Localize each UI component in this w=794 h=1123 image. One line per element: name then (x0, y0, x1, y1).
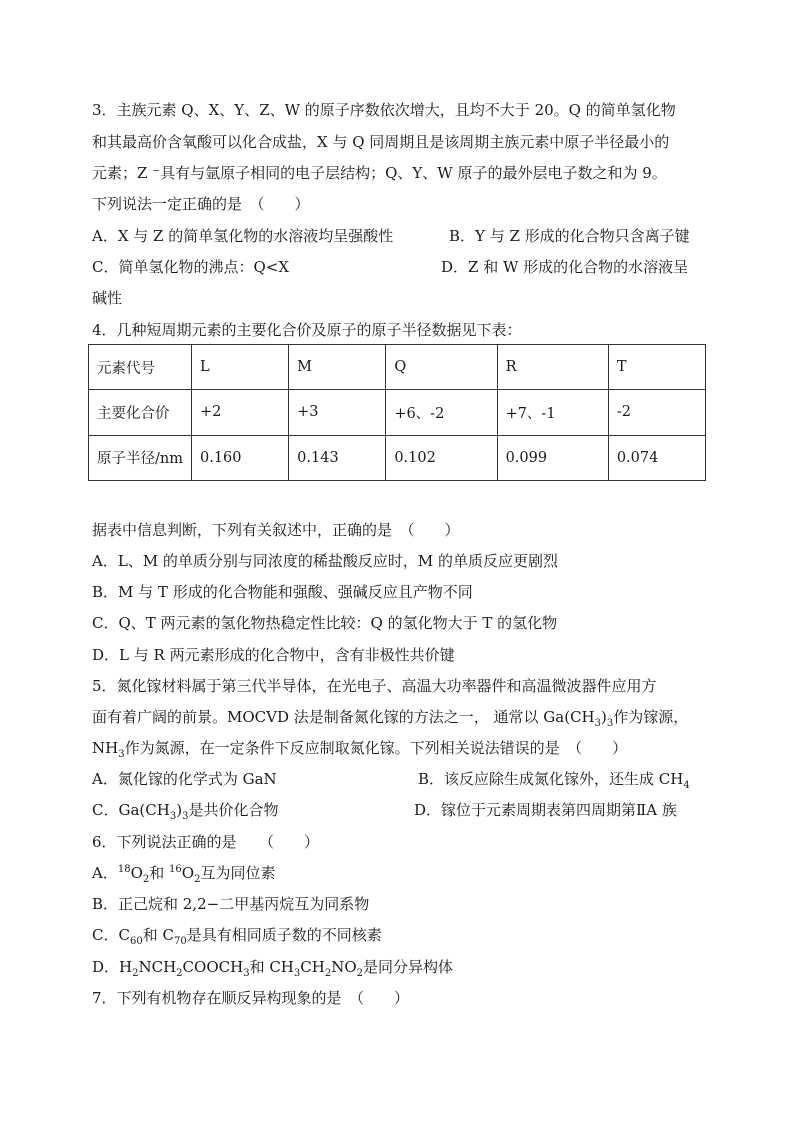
q5-stem-line1: 5．氮化镓材料属于第三代半导体，在光电子、高温大功率器件和高温微波器件应用方 (92, 677, 657, 695)
q6-text: 和 (149, 864, 170, 882)
table-cell: 0.099 (497, 435, 608, 480)
q6-text: C．C (92, 926, 130, 944)
table-cell: T (608, 345, 705, 390)
table-cell: +7、-1 (497, 390, 608, 435)
q3-option-d-continued: 碱性 (92, 289, 123, 307)
table-cell: R (497, 345, 608, 390)
q5-text: 面有着广阔的前景。MOCVD 法是制备氮化镓的方法之一， 通常以 Ga(CH (92, 708, 595, 726)
table-cell: 0.143 (289, 435, 386, 480)
q5-option-d: D．镓位于元素周期表第四周期第ⅡA 族 (414, 801, 677, 819)
q3-option-c: C．简单氢化物的沸点：Q<X (92, 258, 290, 276)
table-row-header: 主要化合价 (89, 390, 192, 435)
q6-option-a (92, 863, 275, 883)
q5-text: B．该反应除生成氮化镓外，还生成 CH (418, 770, 684, 788)
q5-text: NH (92, 739, 119, 757)
q5-text: ) (601, 708, 607, 726)
q5-stem-line2 (92, 707, 688, 727)
subscript: 3 (169, 811, 177, 822)
q6-text: 互为同位素 (200, 864, 276, 882)
subscript: 3 (293, 968, 301, 979)
subscript: 2 (176, 968, 183, 979)
table-cell: +6、-2 (386, 390, 497, 435)
q3-stem-line3: 元素；Z ⁻具有与氩原子相同的电子层结构；Q、Y、W 原子的最外层电子数之和为 9。 (92, 164, 667, 182)
subscript: 3 (594, 718, 602, 729)
q6-text: COOCH (182, 958, 244, 976)
q3-option-d: D．Z 和 W 形成的化合物的水溶液呈 (441, 258, 689, 276)
q6-text: CH (300, 958, 325, 976)
table-cell: +2 (192, 390, 289, 435)
superscript: 16 (169, 864, 182, 875)
superscript: 18 (117, 864, 131, 875)
q5-text: C．Ga(CH (92, 801, 170, 819)
q5-text: 作为镓源， (613, 708, 689, 726)
table-cell: -2 (608, 390, 705, 435)
q4-option-d: D．L 与 R 两元素形成的化合物中，含有非极性共价键 (92, 646, 455, 664)
q4-option-a: A．L、M 的单质分别与同浓度的稀盐酸反应时，M 的单质反应更剧烈 (92, 552, 559, 570)
subscript: 2 (324, 968, 332, 979)
q4-prompt: 据表中信息判断，下列有关叙述中，正确的是 （ ） (92, 521, 460, 539)
subscript: 3 (182, 811, 189, 822)
subscript: 2 (194, 874, 201, 885)
q4-option-b: B．M 与 T 形成的化合物能和强酸、强碱反应且产物不同 (92, 583, 473, 601)
element-data-table (88, 344, 706, 481)
q5-option-b (418, 769, 690, 789)
q3-option-a: A．X 与 Z 的简单氢化物的水溶液均呈强酸性 (92, 227, 394, 245)
subscript: 3 (606, 718, 614, 729)
subscript: 60 (129, 936, 143, 947)
table-row-header: 原子半径/nm (89, 435, 192, 480)
q6-text: NCH (138, 958, 177, 976)
q7-stem: 7．下列有机物存在顺反异构现象的是 （ ） (92, 989, 410, 1007)
q6-text: 是同分异构体 (363, 958, 454, 976)
q4-option-c: C．Q、T 两元素的氢化物热稳定性比较：Q 的氢化物大于 T 的氢化物 (92, 614, 558, 632)
q6-text: O (181, 864, 195, 882)
q6-stem: 6．下列说法正确的是 （ ） (92, 833, 320, 851)
q5-stem-line3 (92, 738, 627, 758)
q6-text: NO (331, 958, 357, 976)
q6-option-b: B．正己烷和 2,2−二甲基丙烷互为同系物 (92, 895, 370, 913)
subscript: 2 (142, 874, 150, 885)
subscript: 2 (356, 968, 364, 979)
q6-option-d (92, 957, 453, 977)
q5-text: 是共价化合物 (188, 801, 279, 819)
table-cell: Q (386, 345, 497, 390)
q5-option-a: A．氮化镓的化学式为 GaN (92, 770, 277, 788)
q6-text: 和 C (142, 926, 174, 944)
table-row (89, 435, 706, 480)
table-row-header: 元素代号 (89, 345, 192, 390)
table-cell: L (192, 345, 289, 390)
q6-text: A． (92, 864, 118, 882)
q6-text: 是具有相同质子数的不同核素 (186, 926, 382, 944)
q4-stem: 4．几种短周期元素的主要化合价及原子的原子半径数据见下表： (92, 321, 522, 339)
subscript: 4 (683, 780, 690, 791)
q6-text: O (130, 864, 143, 882)
subscript: 3 (118, 749, 125, 760)
q5-text: ) (176, 801, 183, 819)
subscript: 70 (173, 936, 187, 947)
table-cell: 0.074 (608, 435, 705, 480)
q5-text: 作为氮源，在一定条件下反应制取氮化镓。下列相关说法错误的是 （ ） (124, 739, 628, 757)
subscript: 3 (243, 968, 250, 979)
table-cell: +3 (289, 390, 386, 435)
subscript: 2 (132, 968, 139, 979)
q6-option-c (92, 925, 382, 945)
table-cell: 0.102 (386, 435, 497, 480)
q6-text: 和 CH (249, 958, 294, 976)
q3-stem-line1: 3．主族元素 Q、X、Y、Z、W 的原子序数依次增大，且均不大于 20。Q 的简单氢化物 (92, 101, 676, 119)
q5-option-c (92, 800, 278, 820)
q3-option-b: B．Y 与 Z 形成的化合物只含离子键 (449, 227, 690, 245)
q3-stem-line4: 下列说法一定正确的是 （ ） (92, 195, 310, 213)
q6-text: D．H (92, 958, 133, 976)
table-cell: 0.160 (192, 435, 289, 480)
table-cell: M (289, 345, 386, 390)
table-row (89, 345, 706, 390)
table-row (89, 390, 706, 435)
q3-stem-line2: 和其最高价含氧酸可以化合成盐，X 与 Q 同周期且是该周期主族元素中原子半径最小的 (92, 133, 670, 151)
